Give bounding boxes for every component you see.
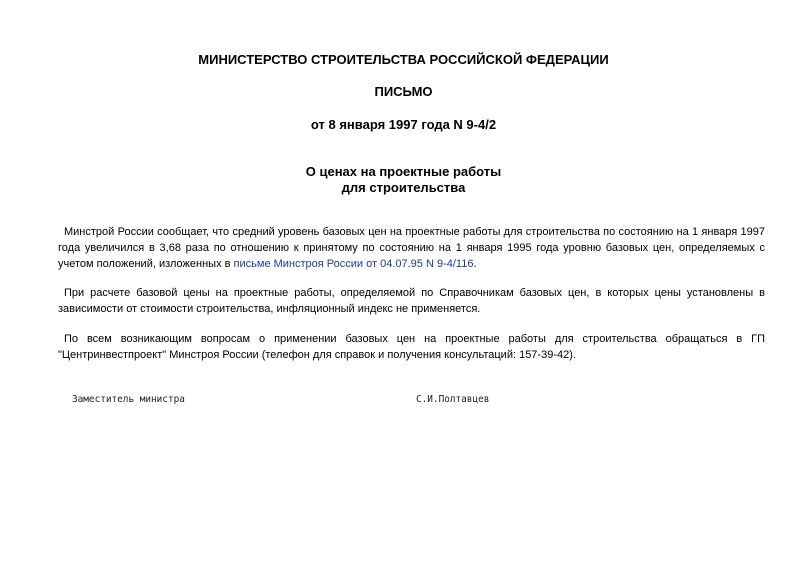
document-subject-line-1: О ценах на проектные работы xyxy=(305,164,502,179)
document-date-number: от 8 января 1997 года N 9-4/2 xyxy=(310,117,497,132)
paragraph-1 xyxy=(58,224,765,272)
referenced-letter-link[interactable]: письме Минстроя России от 04.07.95 N 9-4/116 xyxy=(233,258,474,270)
paragraph-1-end: . xyxy=(473,258,477,270)
signatory-name: С.И.Полтавцев xyxy=(416,394,490,405)
issuing-authority: МИНИСТЕРСТВО СТРОИТЕЛЬСТВА РОССИЙСКОЙ ФЕДЕРАЦИИ xyxy=(198,52,609,67)
paragraph-2: При расчете базовой цены на проектные работы, определяемой по Справочникам базовых цен, в которых цены установлены в зависимости от стоимости строительства, инфляционный индекс не применяется. xyxy=(58,287,765,315)
paragraph-1-text: Минстрой России сообщает, что средний уровень базовых цен на проектные работы для строительства по состоянию на 1 января 1997 года увеличился в 3,68 раза по отношению к принятому по состоянию на 1 января 1995 года уровню базовых цен, определяемых с учетом положений, изложенных в xyxy=(58,226,765,270)
paragraph-3: По всем возникающим вопросам о применении базовых цен на проектные работы для строительства обращаться в ГП "Центринвестпроект" Минстроя России (телефон для справок и получения консультаций: 157-39-42). xyxy=(58,333,765,361)
signatory-position: Заместитель министра xyxy=(72,394,185,405)
document-type: ПИСЬМО xyxy=(374,84,433,99)
document-subject-line-2: для строительства xyxy=(341,180,466,195)
